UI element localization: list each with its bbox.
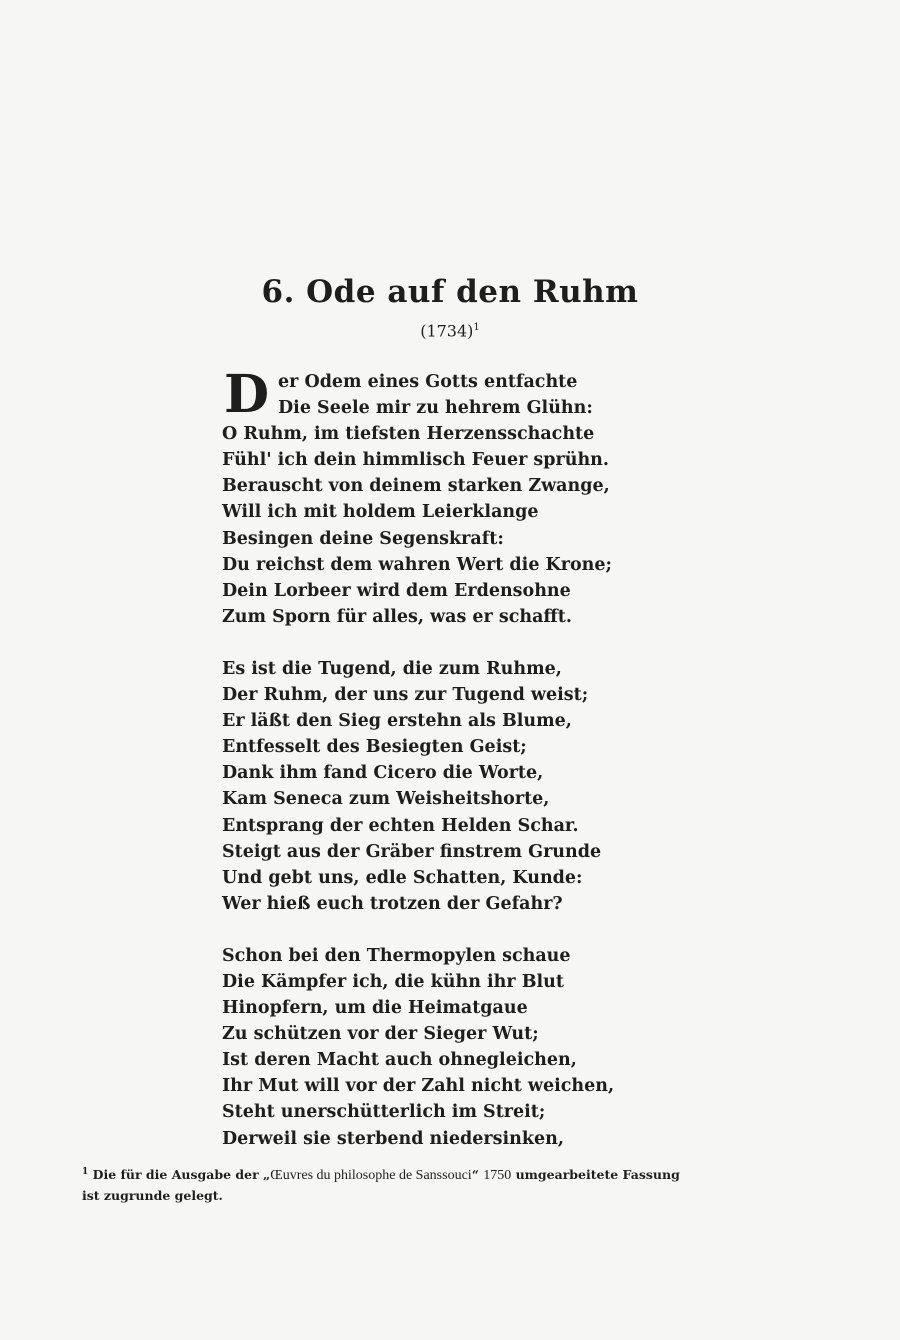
verse-line: Hinopfern, um die Heimatgaue — [222, 998, 528, 1019]
verse-line: Die Seele mir zu hehrem Glühn: — [278, 398, 593, 419]
verse-line: Schon bei den Thermopylen schaue — [222, 945, 571, 966]
verse-line: Die Kämpfer ich, die kühn ihr Blut — [222, 971, 564, 992]
footnote-line-2: ist zugrunde gelegt. — [82, 1188, 223, 1204]
verse-line: Steht unerschütterlich im Streit; — [222, 1102, 546, 1123]
verse-line: Dank ihm fand Cicero die Worte, — [222, 763, 544, 784]
verse-line: Will ich mit holdem Leierklange — [222, 502, 539, 523]
verse-line: Besingen deine Segenskraft: — [222, 528, 504, 549]
verse-line: Steigt aus der Gräber finstrem Grunde — [222, 841, 602, 862]
verse-line: Es ist die Tugend, die zum Ruhme, — [222, 658, 562, 679]
drop-cap: D — [224, 364, 270, 425]
footnote-book-title: Œuvres du philosophe de Sanssouci — [270, 1168, 472, 1184]
verse-text: er Odem eines Gotts entfachte — [278, 372, 578, 392]
verse-line: O Ruhm, im tiefsten Herzensschachte — [222, 424, 595, 445]
footnote-text-mid: “ — [471, 1167, 484, 1183]
footnote-text-after: umgearbeitete Fassung — [511, 1167, 680, 1183]
verse-line: Derweil sie sterbend niedersinken, — [222, 1128, 564, 1149]
year-text: (1734) — [420, 321, 474, 341]
poem-body — [222, 364, 642, 1152]
footnote-year: 1750 — [483, 1168, 512, 1184]
footnote — [82, 1162, 782, 1206]
verse-line: Dein Lorbeer wird dem Erdensohne — [222, 580, 571, 601]
verse-line: Und gebt uns, edle Schatten, Kunde: — [222, 867, 583, 888]
verse-line: Ihr Mut will vor der Zahl nicht weichen, — [222, 1076, 615, 1097]
verse-line: Fühl' ich dein himmlisch Feuer sprühn. — [222, 450, 609, 471]
poem-title: 6. Ode auf den Ruhm — [261, 274, 639, 310]
verse-line: Kam Seneca zum Weisheitshorte, — [222, 789, 550, 810]
verse-line: Wer hieß euch trotzen der Gefahr? — [222, 893, 563, 914]
verse-line: Zum Sporn für alles, was er schafft. — [222, 606, 572, 627]
stanza-2 — [222, 656, 642, 917]
verse-line: Zu schützen vor der Sieger Wut; — [222, 1024, 539, 1045]
verse-line: Entfesselt des Besiegten Geist; — [222, 737, 527, 758]
poem-year — [0, 316, 900, 343]
footnote-marker: 1 — [82, 1167, 89, 1177]
stanza-3 — [222, 943, 642, 1152]
footnote-ref: 1 — [473, 322, 480, 333]
verse-line: Ist deren Macht auch ohnegleichen, — [222, 1050, 577, 1071]
footnote-line-1 — [82, 1162, 782, 1186]
stanza-1 — [222, 364, 642, 630]
verse-line: Du reichst dem wahren Wert die Krone; — [222, 554, 612, 575]
verse-line: Er läßt den Sieg erstehn als Blume, — [222, 711, 572, 732]
footnote-text-before: Die für die Ausgabe der „ — [92, 1167, 271, 1183]
verse-line: Der Ruhm, der uns zur Tugend weist; — [222, 685, 589, 706]
verse-line: Entsprang der echten Helden Schar. — [222, 815, 579, 836]
verse-line: Berauscht von deinem starken Zwange, — [222, 476, 610, 497]
